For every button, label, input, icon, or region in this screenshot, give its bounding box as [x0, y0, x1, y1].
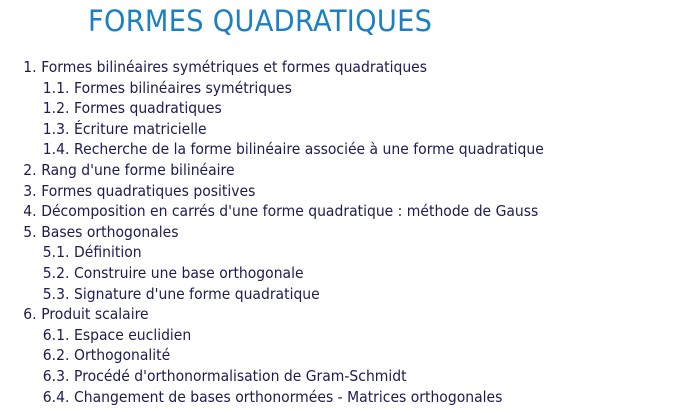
toc-number: 5.3. — [42, 284, 70, 303]
toc-subsection-6-3[interactable] — [0, 366, 636, 387]
toc-number: 5.2. — [42, 263, 70, 282]
toc-number: 5.1. — [42, 243, 70, 262]
toc-number: 6. — [23, 305, 37, 324]
toc-number: 6.2. — [42, 346, 70, 365]
toc-subsection-6-1[interactable] — [0, 325, 636, 346]
toc-section-6[interactable] — [0, 304, 636, 325]
toc-label: Signature d'une forme quadratique — [74, 284, 320, 303]
toc-number: 1.4. — [42, 140, 70, 159]
toc-label: Bases orthogonales — [41, 222, 179, 241]
toc-number: 1. — [23, 58, 37, 76]
toc-label: Formes quadratiques positives — [41, 181, 256, 200]
toc-label: Orthogonalité — [74, 346, 171, 365]
toc-number: 1.1. — [42, 78, 70, 97]
toc-section-3[interactable] — [0, 181, 636, 202]
toc-label: Produit scalaire — [41, 305, 149, 324]
toc-subsection-6-2[interactable] — [0, 345, 636, 366]
toc-subsection-5-1[interactable] — [0, 242, 636, 263]
toc-label: Rang d'une forme bilinéaire — [41, 160, 235, 179]
toc-subsection-1-4[interactable] — [0, 139, 636, 160]
toc-number: 4. — [23, 202, 37, 221]
toc-number: 6.4. — [42, 387, 70, 406]
toc-section-2[interactable] — [0, 160, 636, 181]
toc-subsection-5-3[interactable] — [0, 284, 636, 305]
toc-number: 1.3. — [42, 119, 70, 138]
toc-label: Changement de bases orthonormées - Matrices orthogonales — [74, 387, 503, 406]
toc-label: Procédé d'orthonormalisation de Gram-Schmidt — [74, 366, 407, 385]
toc-number: 5. — [23, 222, 37, 241]
slide-title: FORMES QUADRATIQUES — [88, 4, 433, 38]
toc-number: 6.3. — [42, 366, 70, 385]
toc-label: Écriture matricielle — [74, 119, 207, 138]
toc-section-5[interactable] — [0, 222, 636, 243]
toc-number: 2. — [23, 160, 37, 179]
toc-label: Formes bilinéaires symétriques et formes quadratiques — [41, 58, 428, 76]
toc-label: Formes quadratiques — [74, 99, 222, 118]
toc-number: 1.2. — [42, 99, 70, 118]
table-of-contents — [0, 57, 684, 407]
toc-subsection-1-1[interactable] — [0, 78, 636, 99]
toc-label: Formes bilinéaires symétriques — [74, 78, 292, 97]
toc-section-1[interactable] — [0, 57, 636, 78]
toc-label: Décomposition en carrés d'une forme quadratique : méthode de Gauss — [41, 202, 539, 221]
toc-subsection-1-3[interactable] — [0, 119, 636, 140]
toc-subsection-5-2[interactable] — [0, 263, 636, 284]
toc-subsection-6-4[interactable] — [0, 387, 636, 408]
toc-label: Définition — [74, 243, 142, 262]
toc-subsection-1-2[interactable] — [0, 98, 636, 119]
toc-label: Espace euclidien — [74, 325, 192, 344]
toc-section-4[interactable] — [0, 201, 636, 222]
toc-label: Construire une base orthogonale — [74, 263, 304, 282]
toc-number: 6.1. — [42, 325, 70, 344]
toc-number: 3. — [23, 181, 37, 200]
toc-label: Recherche de la forme bilinéaire associée à une forme quadratique — [74, 140, 544, 159]
